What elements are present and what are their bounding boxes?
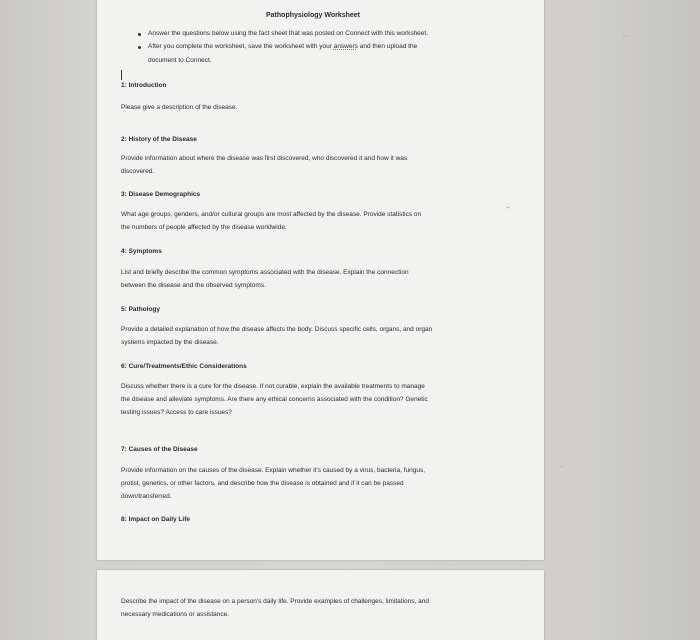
section-prompt: Provide information on the causes of the disease. Explain whether it's caused by a virus, bacteria, fungus, (121, 467, 426, 474)
section-prompt: Discuss whether there is a cure for the disease. If not curable, explain the available treatments to manage (121, 383, 425, 390)
spellcheck-flagged-word: answers (333, 43, 358, 50)
background-speck (622, 35, 628, 38)
section-prompt: the numbers of people affected by the disease worldwide. (121, 224, 287, 231)
section-heading: 6: Cure/Treatments/Ethic Considerations (121, 363, 247, 370)
section-heading: 5: Pathology (121, 306, 161, 313)
section-prompt: Provide information about where the disease was first discovered, who discovered it and how it was (121, 155, 408, 162)
section-prompt: testing issues? Access to care issues? (121, 409, 232, 416)
section-heading: 7: Causes of the Disease (121, 446, 198, 453)
section-prompt: Provide a detailed explanation of how the disease affects the body. Discuss specific cells, organs, and organ (121, 326, 433, 333)
section-prompt: List and briefly describe the common symptoms associated with the disease. Explain the connection (121, 269, 409, 276)
bullet-marker (138, 33, 141, 36)
section-prompt: Describe the impact of the disease on a person's daily life. Provide examples of challenges, limitations, and (121, 598, 429, 605)
section-prompt: discovered. (121, 168, 155, 175)
worksheet-page-2 (97, 570, 544, 640)
section-prompt: systems impacted by the disease. (121, 339, 219, 346)
section-heading: 4: Symptoms (121, 248, 162, 255)
instruction-2-continued: document to Connect. (148, 57, 212, 64)
section-heading: 8: Impact on Daily Life (121, 516, 190, 523)
background-speck (560, 466, 563, 468)
section-prompt: between the disease and the observed symptoms. (121, 282, 266, 289)
section-prompt: protist, genetics, or other factors, and describe how the disease is obtained and if it can be passed (121, 480, 404, 487)
section-heading: 3: Disease Demographics (121, 191, 201, 198)
section-heading: 1: Introduction (121, 82, 167, 89)
section-prompt: Please give a description of the disease. (121, 104, 238, 111)
text-cursor[interactable] (121, 70, 122, 80)
bullet-marker (138, 46, 141, 49)
instruction-1: Answer the questions below using the fact sheet that was posted on Connect with this worksheet. (148, 30, 429, 37)
worksheet-page-1 (97, 0, 544, 560)
section-prompt: the disease and alleviate symptoms. Are there any ethical concerns associated with the condition? Genetic (121, 396, 428, 403)
section-prompt: What age groups, genders, and/or cultural groups are most affected by the disease. Provide statistics on (121, 211, 422, 218)
instruction-2: After you complete the worksheet, save the worksheet with your answers and then upload the (148, 43, 418, 50)
section-heading: 2: History of the Disease (121, 136, 197, 143)
section-prompt: down/transferred. (121, 493, 172, 500)
page-title: Pathophysiology Worksheet (266, 12, 360, 19)
section-prompt: necessary medications or assistance. (121, 611, 230, 618)
